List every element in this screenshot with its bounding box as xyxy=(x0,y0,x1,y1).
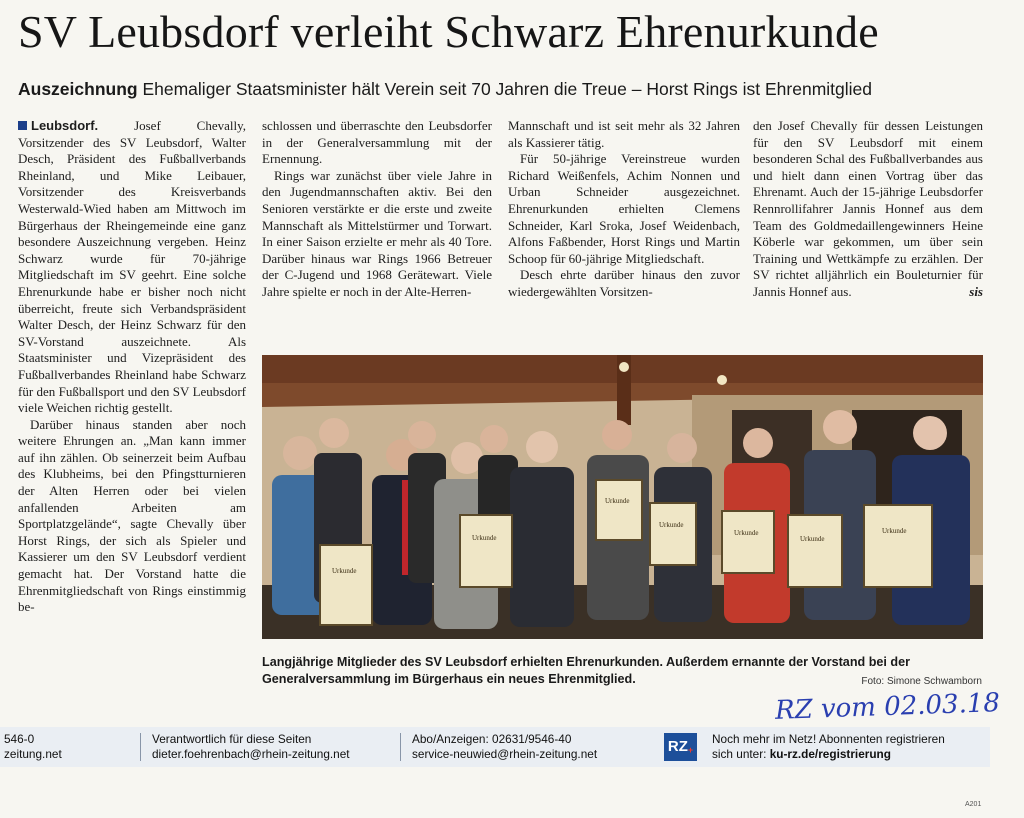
author-signature: sis xyxy=(969,283,983,299)
footer-bar xyxy=(0,727,990,767)
article-paragraph: schlossen und überraschte den Leubsdorfer in der Generalversammlung mit der Ernennung. xyxy=(262,118,492,167)
footer-contact-1 xyxy=(4,732,62,762)
dateline: Leubsdorf. xyxy=(31,118,99,133)
footer-divider xyxy=(140,733,141,761)
article-paragraph: Mannschaft und ist seit mehr als 32 Jahren als Kassierer tätig. xyxy=(508,118,740,150)
paragraph-text: Josef Chevally, Vorsitzender des SV Leubsdorf, Walter Desch, Präsident des Fußballverbands Rheinland, und Mike Leibauer, Vorsitzender des Kreisverbands Westerwald-Wied haben am Mittwoch im Bürgerhaus der Rheingemeinde eine ganz besondere Auszeichnung vergeben. Heinz Schwarz wurde für 70-jährige Mitgliedschaft im SV geehrt. Eine solche Ehrenurkunde habe er bisher noch nicht überreicht, freute sich Verbandspräsident Walter Desch, der Heinz Schwarz für den SV-Vorstand auszeichnete. Als Staatsminister und Vizepräsident des Fußballverbandes Rheinland habe Schwarz für den Fußballsport und den SV Leubsdorf viele Weichen richtig gestellt. xyxy=(18,118,246,416)
dateline-square-icon xyxy=(18,121,27,130)
article-column-3 xyxy=(508,118,740,348)
footer-online-text: Noch mehr im Netz! Abonnenten registrieren xyxy=(712,732,945,746)
plus-icon: + xyxy=(687,745,694,755)
article-column-1 xyxy=(18,118,246,638)
svg-text:Urkunde: Urkunde xyxy=(659,521,684,529)
page-code: A201 xyxy=(965,801,982,808)
footer-online xyxy=(712,732,945,762)
paragraph-text: den Josef Chevally für dessen Leistungen für den SV Leubsdorf mit einem besonderen Schal des Fußballverbandes aus und hielt dann einen Vortrag über das Ehrenamt. Auch der 15-jährige Leubsdorfer Rennrollifahrer Jannis Honnef aus dem Team des Goldmedaillengewinners Heine Köberle war gekommen, um über sein Training und Wettkämpfe zu erzählen. Der SV richtet alljährlich ein Bouleturnier für Jannis Honnef aus. xyxy=(753,118,983,299)
article-column-4 xyxy=(753,118,983,348)
svg-text:Urkunde: Urkunde xyxy=(605,497,630,505)
article-paragraph: Darüber hinaus standen aber noch weitere Ehrungen an. „Man kann immer auf ihn zählen. Ob seinerzeit beim Aufbau des Klubheims, bei den Pfingstturnieren der Alten Herren oder bei vielen anfallenden Arbeiten am Sportplatzgelände“, sagte Chevally über Horst Rings, der sich als Spieler und Kassierer um den SV Leubsdorf verdient gemacht hat. Der Vorstand hatte die Ehrenmitgliedschaft von Rings einstimmig be- xyxy=(18,416,246,615)
footer-responsible-email[interactable]: dieter.foehrenbach@rhein-zeitung.net xyxy=(152,747,350,761)
article-paragraph: Desch ehrte darüber hinaus den zuvor wiedergewählten Vorsitzen- xyxy=(508,267,740,299)
svg-text:Urkunde: Urkunde xyxy=(472,534,497,542)
group-photo xyxy=(262,355,983,639)
article-paragraph xyxy=(753,118,983,301)
footer-registration-prefix: sich unter: xyxy=(712,747,770,761)
footer-responsible-label: Verantwortlich für diese Seiten xyxy=(152,732,312,746)
svg-text:Urkunde: Urkunde xyxy=(882,527,907,535)
footer-responsible xyxy=(152,732,350,762)
article-column-2 xyxy=(262,118,492,348)
headline: SV Leubsdorf verleiht Schwarz Ehrenurkunde xyxy=(18,6,879,57)
rz-logo xyxy=(664,733,697,761)
group-photo-illustration xyxy=(262,355,983,639)
subhead-kicker: Auszeichnung xyxy=(18,79,138,99)
footer-service-email[interactable]: service-neuwied@rhein-zeitung.net xyxy=(412,747,598,761)
rz-logo-text: RZ xyxy=(667,738,688,755)
subheadline xyxy=(18,76,1008,102)
article-paragraph: Rings war zunächst über viele Jahre in den Jugendmannschaften aktiv. Bei den Senioren verstärkte er die erste und zweite Mannschaft als Mittelstürmer und Torwart. In einer Saison erzielte er mehr als 40 Tore. Darüber hinaus war Rings 1966 Betreuer der C-Jugend und 1968 Gerätewart. Viele Jahre spielte er noch in der Alte-Herren- xyxy=(262,167,492,299)
footer-subscription-phone: Abo/Anzeigen: 02631/9546-40 xyxy=(412,732,572,746)
footer-web: zeitung.net xyxy=(4,747,62,761)
photo-caption: Langjährige Mitglieder des SV Leubsdorf erhielten Ehrenurkunden. Außerdem ernannte der Vorstand bei der Generalversammlung im Bürgerhaus ein neues Ehrenmitglied. xyxy=(262,655,910,686)
footer-registration xyxy=(712,747,945,762)
subhead-text: Ehemaliger Staatsminister hält Verein seit 70 Jahren die Treue – Horst Rings ist Ehrenmitglied xyxy=(142,79,872,99)
svg-text:Urkunde: Urkunde xyxy=(800,535,825,543)
footer-phone: 546-0 xyxy=(4,732,35,746)
article-paragraph: Für 50-jährige Vereinstreue wurden Richard Weißenfels, Achim Nonnen und Urban Schneider ausgezeichnet. Ehrenurkunden erhielten Clemens Schneider, Karl Sroka, Josef Weidenbach, Alfons Faßbender, Horst Rings und Martin Schoop für 60-jährige Mitgliedschaft. xyxy=(508,151,740,266)
footer-subscription xyxy=(412,732,597,762)
registration-link[interactable]: ku-rz.de/registrierung xyxy=(769,747,891,761)
photo-credit: Foto: Simone Schwamborn xyxy=(861,676,982,687)
svg-text:Urkunde: Urkunde xyxy=(734,529,759,537)
svg-text:Urkunde: Urkunde xyxy=(332,567,357,575)
article-paragraph xyxy=(18,118,246,417)
handwritten-date-note: RZ vom 02.03.18 xyxy=(774,688,1001,726)
footer-divider xyxy=(400,733,401,761)
